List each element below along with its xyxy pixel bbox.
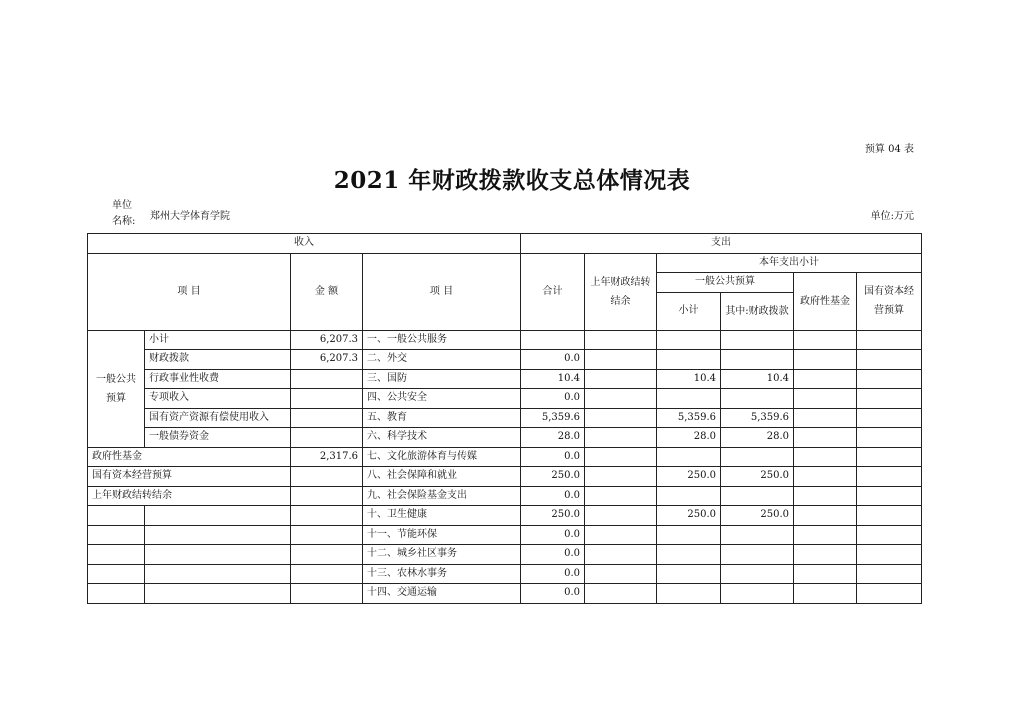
income-amount (291, 389, 363, 409)
expense-gov-fund (794, 428, 857, 448)
expense-total: 250.0 (521, 467, 585, 487)
income-empty-cell (291, 584, 363, 604)
expense-gov-fund (794, 350, 857, 370)
page-title: 2021 年财政拨款收支总体情况表 (333, 167, 691, 194)
header-gov-fund: 政府性基金 (794, 273, 857, 331)
table-row (88, 545, 922, 565)
expense-gov-fund (794, 506, 857, 526)
expense-total: 0.0 (521, 350, 585, 370)
table-row (88, 564, 922, 584)
expense-total: 0.0 (521, 486, 585, 506)
expense-state-capital (857, 428, 922, 448)
expense-total: 0.0 (521, 584, 585, 604)
income-amount (291, 428, 363, 448)
expense-gov-fund (794, 525, 857, 545)
expense-carryover (585, 545, 657, 565)
expense-carryover (585, 428, 657, 448)
expense-carryover (585, 408, 657, 428)
unit-name-value: 郑州大学体育学院 (150, 211, 230, 222)
expense-carryover (585, 447, 657, 467)
expense-general-subtotal (657, 447, 721, 467)
table-row (88, 330, 922, 350)
income-item: 国有资本经营预算 (88, 467, 291, 487)
header-state-capital: 国有资本经营预算 (857, 273, 922, 331)
expense-general-subtotal (657, 330, 721, 350)
expense-state-capital (857, 506, 922, 526)
expense-total: 5,359.6 (521, 408, 585, 428)
income-amount: 6,207.3 (291, 330, 363, 350)
expense-item: 十四、交通运输 (363, 584, 521, 604)
income-item: 小计 (145, 330, 291, 350)
expense-fiscal-allocation (721, 584, 794, 604)
income-item: 国有资产资源有偿使用收入 (145, 408, 291, 428)
expense-item: 一、一般公共服务 (363, 330, 521, 350)
income-empty-cell (88, 545, 145, 565)
expense-gov-fund (794, 369, 857, 389)
expense-carryover (585, 350, 657, 370)
expense-state-capital (857, 467, 922, 487)
expense-state-capital (857, 584, 922, 604)
expense-carryover (585, 467, 657, 487)
income-amount: 2,317.6 (291, 447, 363, 467)
income-item: 上年财政结转结余 (88, 486, 291, 506)
expense-gov-fund (794, 467, 857, 487)
table-row (88, 506, 922, 526)
expense-general-subtotal (657, 525, 721, 545)
expense-gov-fund (794, 486, 857, 506)
expense-fiscal-allocation (721, 486, 794, 506)
income-empty-cell (291, 506, 363, 526)
expense-total: 0.0 (521, 545, 585, 565)
expense-carryover (585, 486, 657, 506)
expense-general-subtotal (657, 486, 721, 506)
income-amount (291, 369, 363, 389)
expense-item: 九、社会保险基金支出 (363, 486, 521, 506)
income-item: 一般债券资金 (145, 428, 291, 448)
expense-carryover (585, 506, 657, 526)
header-amount: 金 额 (291, 253, 363, 330)
expense-general-subtotal (657, 545, 721, 565)
table-row (88, 369, 922, 389)
budget-table (87, 233, 922, 604)
expense-fiscal-allocation (721, 564, 794, 584)
expense-item: 三、国防 (363, 369, 521, 389)
expense-total: 0.0 (521, 389, 585, 409)
income-empty-cell (88, 506, 145, 526)
expense-fiscal-allocation: 250.0 (721, 467, 794, 487)
expense-fiscal-allocation: 250.0 (721, 506, 794, 526)
expense-state-capital (857, 447, 922, 467)
expense-carryover (585, 584, 657, 604)
expense-gov-fund (794, 564, 857, 584)
currency-unit: 单位:万元 (870, 211, 914, 222)
expense-fiscal-allocation (721, 389, 794, 409)
expense-fiscal-allocation (721, 525, 794, 545)
header-subtotal: 小计 (657, 292, 721, 330)
expense-gov-fund (794, 330, 857, 350)
expense-general-subtotal: 28.0 (657, 428, 721, 448)
expense-total (521, 330, 585, 350)
expense-item: 十二、城乡社区事务 (363, 545, 521, 565)
income-empty-cell (145, 564, 291, 584)
expense-general-subtotal: 250.0 (657, 467, 721, 487)
income-empty-cell (145, 545, 291, 565)
income-item: 财政拨款 (145, 350, 291, 370)
expense-total: 0.0 (521, 447, 585, 467)
expense-state-capital (857, 369, 922, 389)
table-row (88, 428, 922, 448)
expense-fiscal-allocation (721, 447, 794, 467)
income-empty-cell (291, 525, 363, 545)
expense-total: 0.0 (521, 525, 585, 545)
expense-total: 28.0 (521, 428, 585, 448)
expense-total: 250.0 (521, 506, 585, 526)
expense-fiscal-allocation: 10.4 (721, 369, 794, 389)
expense-fiscal-allocation (721, 350, 794, 370)
header-expense: 支出 (521, 234, 922, 254)
expense-carryover (585, 389, 657, 409)
income-amount (291, 486, 363, 506)
income-amount (291, 467, 363, 487)
table-row (88, 467, 922, 487)
expense-state-capital (857, 350, 922, 370)
table-row (88, 486, 922, 506)
expense-item: 七、文化旅游体育与传媒 (363, 447, 521, 467)
expense-item: 十一、节能环保 (363, 525, 521, 545)
income-group-label: 一般公共预算 (88, 330, 145, 447)
expense-state-capital (857, 525, 922, 545)
header-income: 收入 (88, 234, 521, 254)
header-expense-item: 项 目 (363, 253, 521, 330)
expense-gov-fund (794, 408, 857, 428)
expense-fiscal-allocation: 28.0 (721, 428, 794, 448)
expense-carryover (585, 330, 657, 350)
expense-state-capital (857, 389, 922, 409)
header-total: 合计 (521, 253, 585, 330)
table-row (88, 389, 922, 409)
form-number: 预算 04 表 (864, 144, 914, 155)
expense-fiscal-allocation (721, 330, 794, 350)
expense-general-subtotal: 5,359.6 (657, 408, 721, 428)
income-item: 行政事业性收费 (145, 369, 291, 389)
income-empty-cell (88, 564, 145, 584)
header-general-budget: 一般公共预算 (657, 273, 794, 293)
expense-item: 十、卫生健康 (363, 506, 521, 526)
expense-state-capital (857, 486, 922, 506)
unit-name-label: 单位名称: (112, 200, 136, 227)
income-amount: 6,207.3 (291, 350, 363, 370)
expense-general-subtotal (657, 350, 721, 370)
expense-general-subtotal (657, 584, 721, 604)
expense-state-capital (857, 330, 922, 350)
expense-general-subtotal: 10.4 (657, 369, 721, 389)
income-item: 专项收入 (145, 389, 291, 409)
expense-carryover (585, 369, 657, 389)
expense-carryover (585, 564, 657, 584)
expense-gov-fund (794, 389, 857, 409)
table-row (88, 350, 922, 370)
expense-fiscal-allocation (721, 545, 794, 565)
expense-item: 二、外交 (363, 350, 521, 370)
expense-total: 10.4 (521, 369, 585, 389)
income-empty-cell (291, 564, 363, 584)
expense-general-subtotal: 250.0 (657, 506, 721, 526)
table-row (88, 525, 922, 545)
income-empty-cell (291, 545, 363, 565)
header-carryover: 上年财政结转结余 (585, 253, 657, 330)
header-income-item: 项 目 (88, 253, 291, 330)
expense-state-capital (857, 564, 922, 584)
expense-item: 六、科学技术 (363, 428, 521, 448)
expense-general-subtotal (657, 389, 721, 409)
header-current-year: 本年支出小计 (657, 253, 922, 273)
expense-item: 五、教育 (363, 408, 521, 428)
expense-fiscal-allocation: 5,359.6 (721, 408, 794, 428)
header-of-which: 其中:财政拨款 (721, 292, 794, 330)
expense-total: 0.0 (521, 564, 585, 584)
income-empty-cell (145, 506, 291, 526)
expense-gov-fund (794, 545, 857, 565)
income-empty-cell (88, 584, 145, 604)
income-empty-cell (88, 525, 145, 545)
expense-general-subtotal (657, 564, 721, 584)
expense-state-capital (857, 408, 922, 428)
table-row (88, 447, 922, 467)
expense-item: 四、公共安全 (363, 389, 521, 409)
expense-item: 八、社会保障和就业 (363, 467, 521, 487)
expense-state-capital (857, 545, 922, 565)
income-empty-cell (145, 525, 291, 545)
expense-carryover (585, 525, 657, 545)
income-empty-cell (145, 584, 291, 604)
expense-item: 十三、农林水事务 (363, 564, 521, 584)
expense-gov-fund (794, 584, 857, 604)
income-amount (291, 408, 363, 428)
table-row (88, 584, 922, 604)
expense-gov-fund (794, 447, 857, 467)
table-row (88, 408, 922, 428)
income-item: 政府性基金 (88, 447, 291, 467)
